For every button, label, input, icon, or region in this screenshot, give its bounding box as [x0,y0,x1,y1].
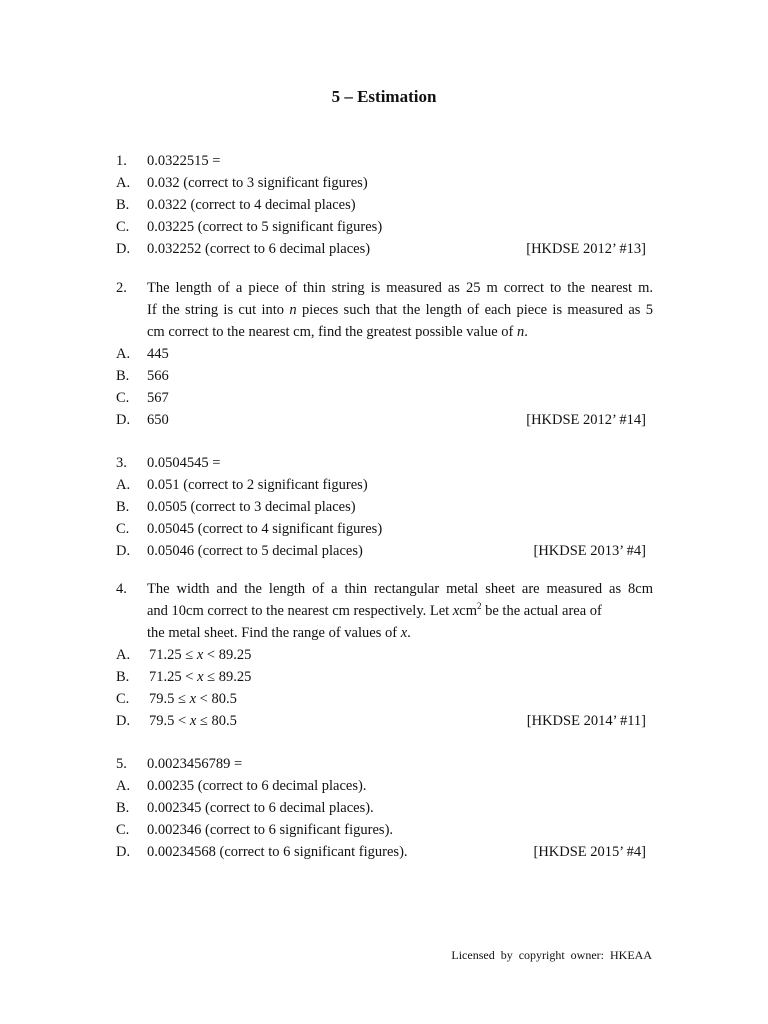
question-number: 2. [116,280,127,296]
option-d [116,238,656,260]
option-a [116,474,656,496]
question-number: 3. [116,455,127,471]
superscript: 2 [477,601,482,611]
option-d [116,540,656,562]
option-letter: A. [116,647,131,663]
copyright-footer: Licensed by copyright owner: HKEAA [451,948,652,962]
variable-x: x [452,603,460,619]
option-text: 0.032252 (correct to 6 decimal places) [147,241,371,257]
question-4 [116,578,656,732]
question-text: 0.0023456789 = [147,756,243,772]
option-letter: C. [116,822,130,838]
stem-line: The width and the length of a thin rectangular metal sheet are measured as 8cm [147,581,653,597]
option-text: 71.25 < x ≤ 89.25 [149,669,252,685]
option-letter: B. [116,368,130,384]
option-text: 0.032 (correct to 3 significant figures) [147,175,368,191]
option-d [116,409,656,431]
option-text: 567 [147,390,169,406]
option-letter: A. [116,477,131,493]
option-b [116,666,656,688]
question-stem [116,277,656,343]
option-text: 0.03225 (correct to 5 significant figures) [147,219,383,235]
option-letter: C. [116,390,130,406]
option-text: 0.05045 (correct to 4 significant figures) [147,521,383,537]
stem-line: and 10cm correct to the nearest cm respectively. Let xcm$^2$ be the actual area of [147,601,602,619]
exam-source: [HKDSE 2015’ #4] [533,844,646,860]
question-text [147,578,653,644]
option-text: 0.0322 (correct to 4 decimal places) [147,197,356,213]
option-letter: B. [116,499,130,515]
exam-source: [HKDSE 2012’ #13] [526,241,646,257]
option-letter: C. [116,219,130,235]
option-letter: C. [116,691,130,707]
question-stem [116,452,656,474]
option-b [116,365,656,387]
stem-line: If the string is cut into n pieces such that the length of each piece is measured as 5 [147,302,653,318]
question-stem [116,578,656,644]
option-letter: A. [116,778,131,794]
option-text: 566 [147,368,169,384]
stem-line: cm correct to the nearest cm, find the greatest possible value of n. [147,324,528,340]
option-text: 0.00234568 (correct to 6 significant figures). [147,844,408,860]
option-text: 71.25 ≤ x < 89.25 [149,647,252,663]
stem-line: The length of a piece of thin string is measured as 25 m correct to the nearest m. [147,280,653,296]
option-text: 445 [147,346,169,362]
option-letter: D. [116,412,131,428]
option-text: 0.002345 (correct to 6 decimal places). [147,800,374,816]
option-text: 0.00235 (correct to 6 decimal places). [147,778,367,794]
question-2 [116,277,656,431]
option-letter: D. [116,543,131,559]
question-1 [116,150,656,260]
question-text [147,277,653,343]
option-letter: B. [116,800,130,816]
question-stem [116,753,656,775]
option-d [116,710,656,732]
option-letter: A. [116,175,131,191]
option-text: 79.5 ≤ x < 80.5 [149,691,237,707]
option-letter: A. [116,346,131,362]
option-d [116,841,656,863]
option-text: 0.0505 (correct to 3 decimal places) [147,499,356,515]
option-text: 0.002346 (correct to 6 significant figures). [147,822,394,838]
option-b [116,496,656,518]
option-c [116,216,656,238]
option-c [116,518,656,540]
question-text: 0.0504545 = [147,455,221,471]
variable-n: n [517,324,525,340]
variable-x: x [400,625,408,641]
option-letter: B. [116,669,130,685]
option-letter: D. [116,241,131,257]
option-b [116,797,656,819]
option-letter: D. [116,844,131,860]
exam-source: [HKDSE 2014’ #11] [526,713,646,729]
option-c [116,387,656,409]
option-a [116,775,656,797]
question-5 [116,753,656,863]
question-number: 4. [116,581,127,597]
question-number: 5. [116,756,127,772]
option-letter: B. [116,197,130,213]
question-text: 0.0322515 = [147,153,221,169]
option-text: 0.05046 (correct to 5 decimal places) [147,543,363,559]
question-number: 1. [116,153,127,169]
question-3 [116,452,656,562]
stem-line: the metal sheet. Find the range of values of x. [147,625,411,641]
option-a [116,172,656,194]
option-letter: D. [116,713,131,729]
option-text: 650 [147,412,169,428]
option-text: 0.051 (correct to 2 significant figures) [147,477,368,493]
exam-source: [HKDSE 2012’ #14] [526,412,646,428]
variable-n: n [289,302,297,318]
option-text: 79.5 < x ≤ 80.5 [149,713,237,729]
option-letter: C. [116,521,130,537]
option-c [116,819,656,841]
option-a [116,343,656,365]
option-a [116,644,656,666]
option-c [116,688,656,710]
exam-source: [HKDSE 2013’ #4] [533,543,646,559]
question-stem [116,150,656,172]
page-title: 5 – Estimation [331,87,437,106]
option-b [116,194,656,216]
